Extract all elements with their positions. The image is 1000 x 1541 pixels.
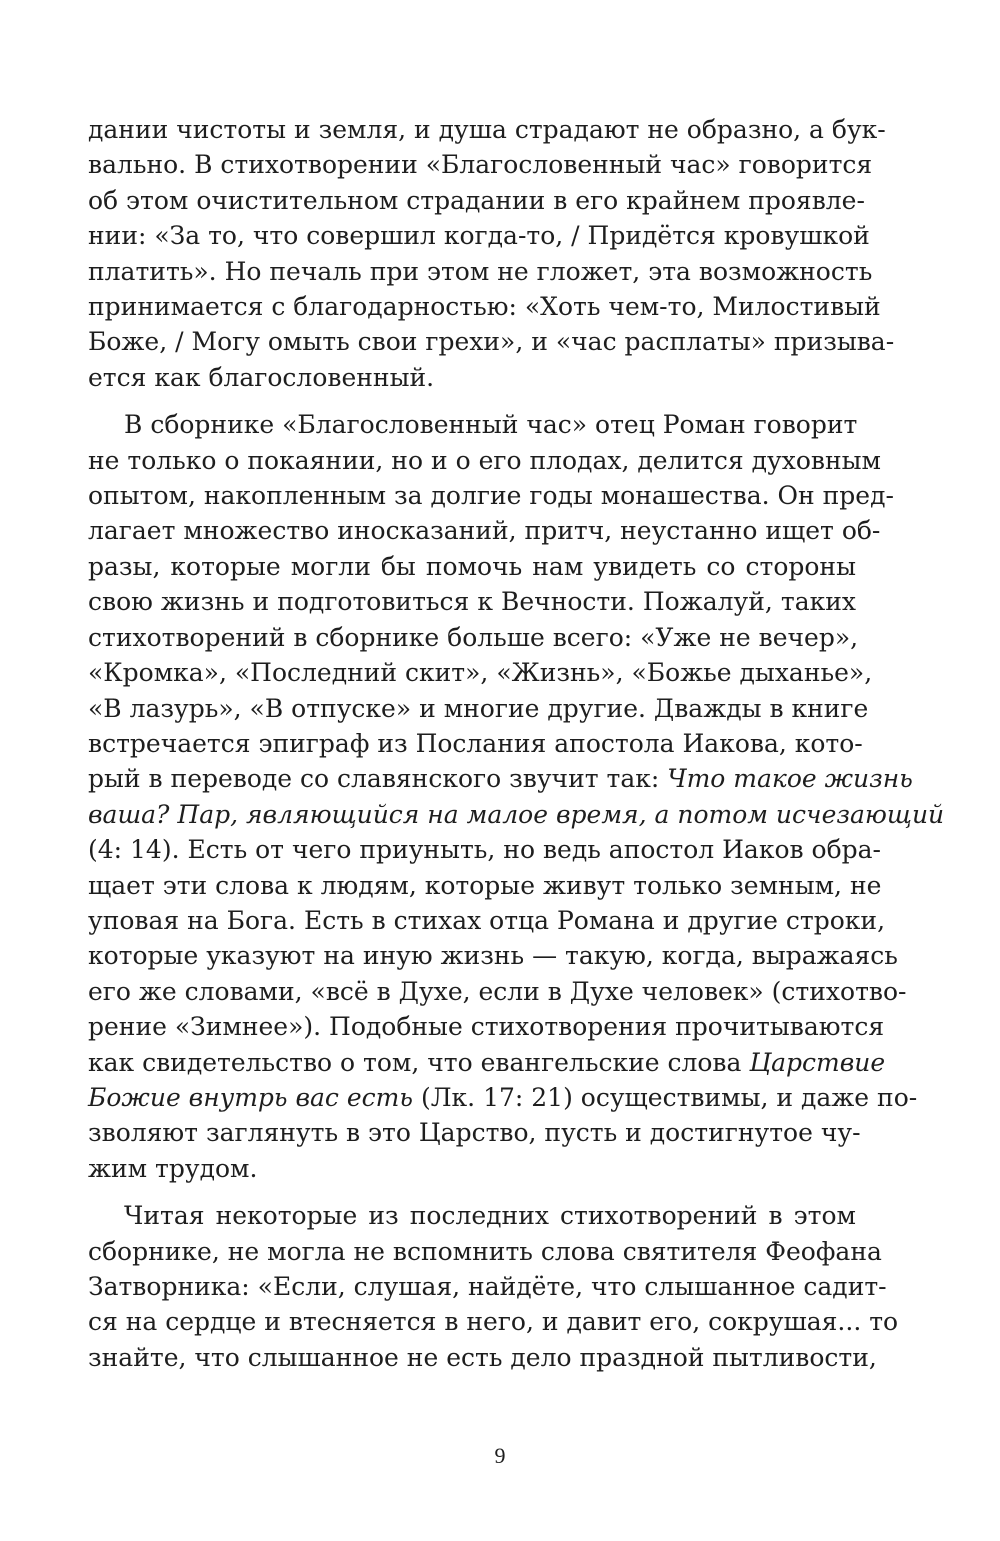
text-line: платить». Но печаль при этом не гложет, эта возможность <box>88 256 873 286</box>
paragraph-gap <box>88 1186 856 1198</box>
text-line: вально. В стихотворении «Благословенный час» говорится <box>88 150 873 180</box>
text-line: Боже, / Могу омыть свои грехи», и «час расплаты» призыва- <box>88 327 895 357</box>
text-line: «Кромка», «Последний скит», «Жизнь», «Божье дыханье», <box>88 658 873 688</box>
text-line: Затворника: «Если, слушая, найдёте, что слышанное садит- <box>88 1272 887 1301</box>
text-line <box>88 761 913 796</box>
paragraph-2 <box>88 407 945 1186</box>
paragraph-gap <box>88 395 856 407</box>
text-line: стихотворений в сборнике больше всего: «Уже не вечер», <box>88 622 859 652</box>
text-line: которые указуют на иную жизнь — такую, когда, выражаясь <box>88 941 898 971</box>
text-line: разы, которые могли бы помочь нам увидеть со стороны <box>88 551 856 581</box>
italic-quote: ваша? Пар, являющийся на малое время, а потом исчезающий <box>88 799 945 829</box>
italic-quote: Царствие <box>749 1047 886 1077</box>
text-line: «В лазурь», «В отпуске» и многие другие. Дважды в книге <box>88 693 869 723</box>
text-line: (4: 14). Есть от чего приуныть, но ведь апостол Иаков обра- <box>88 835 881 865</box>
page-body <box>88 112 945 1412</box>
text-line: щает эти слова к людям, которые живут только земным, не <box>88 870 882 900</box>
text-line: его же словами, «всё в Духе, если в Духе человек» (стихотво- <box>88 976 907 1006</box>
text-line: дании чистоты и земля, и душа страдают не образно, а бук- <box>88 115 886 144</box>
text-line: рение «Зимнее»). Подобные стихотворения прочитываются <box>88 1012 885 1042</box>
text-segment: рый в переводе со славянского звучит так: <box>88 764 668 794</box>
paragraph-1 <box>88 112 895 395</box>
text-line: свою жизнь и подготовиться к Вечности. Пожалуй, таких <box>88 587 856 617</box>
text-line <box>88 1080 918 1115</box>
text-line: Читая некоторые из последних стихотворений в этом <box>124 1201 856 1231</box>
text-segment: (Лк. 17: 21) осуществимы, и даже по- <box>413 1082 918 1112</box>
text-line: В сборнике «Благословенный час» отец Роман говорит <box>124 410 858 440</box>
text-line: ся на сердце и втесняется в него, и давит его, сокрушая... то <box>88 1307 899 1337</box>
text-line: жим трудом. <box>88 1153 258 1183</box>
text-line: ется как благословенный. <box>88 362 435 392</box>
paragraph-3 <box>88 1198 899 1375</box>
text-line: опытом, накопленным за долгие годы монашества. Он пред- <box>88 481 894 511</box>
text-line: нии: «За то, что совершил когда-то, / Придётся кровушкой <box>88 221 870 251</box>
text-line: не только о покаянии, но и о его плодах, делится духовным <box>88 445 881 475</box>
text-line: зволяют заглянуть в это Царство, пусть и достигнутое чу- <box>88 1118 861 1148</box>
text-line: знайте, что слышанное не есть дело праздной пытливости, <box>88 1342 877 1372</box>
text-line: уповая на Бога. Есть в стихах отца Романа и другие строки, <box>88 905 886 935</box>
text-line: принимается с благодарностью: «Хоть чем-то, Милостивый <box>88 292 881 322</box>
text-line <box>88 1045 886 1080</box>
italic-quote: Божие внутрь вас есть <box>88 1082 413 1112</box>
italic-quote: Что такое жизнь <box>667 764 913 794</box>
text-line <box>88 797 945 832</box>
text-line: встречается эпиграф из Послания апостола Иакова, кото- <box>88 728 863 758</box>
text-line: сборнике, не могла не вспомнить слова святителя Феофана <box>88 1236 882 1266</box>
text-line: лагает множество иносказаний, притч, неустанно ищет об- <box>88 516 881 546</box>
text-segment: как свидетельство о том, что евангельские слова <box>88 1047 750 1077</box>
text-line: об этом очистительном страдании в его крайнем проявле- <box>88 185 865 215</box>
page-number: 9 <box>494 1443 506 1468</box>
